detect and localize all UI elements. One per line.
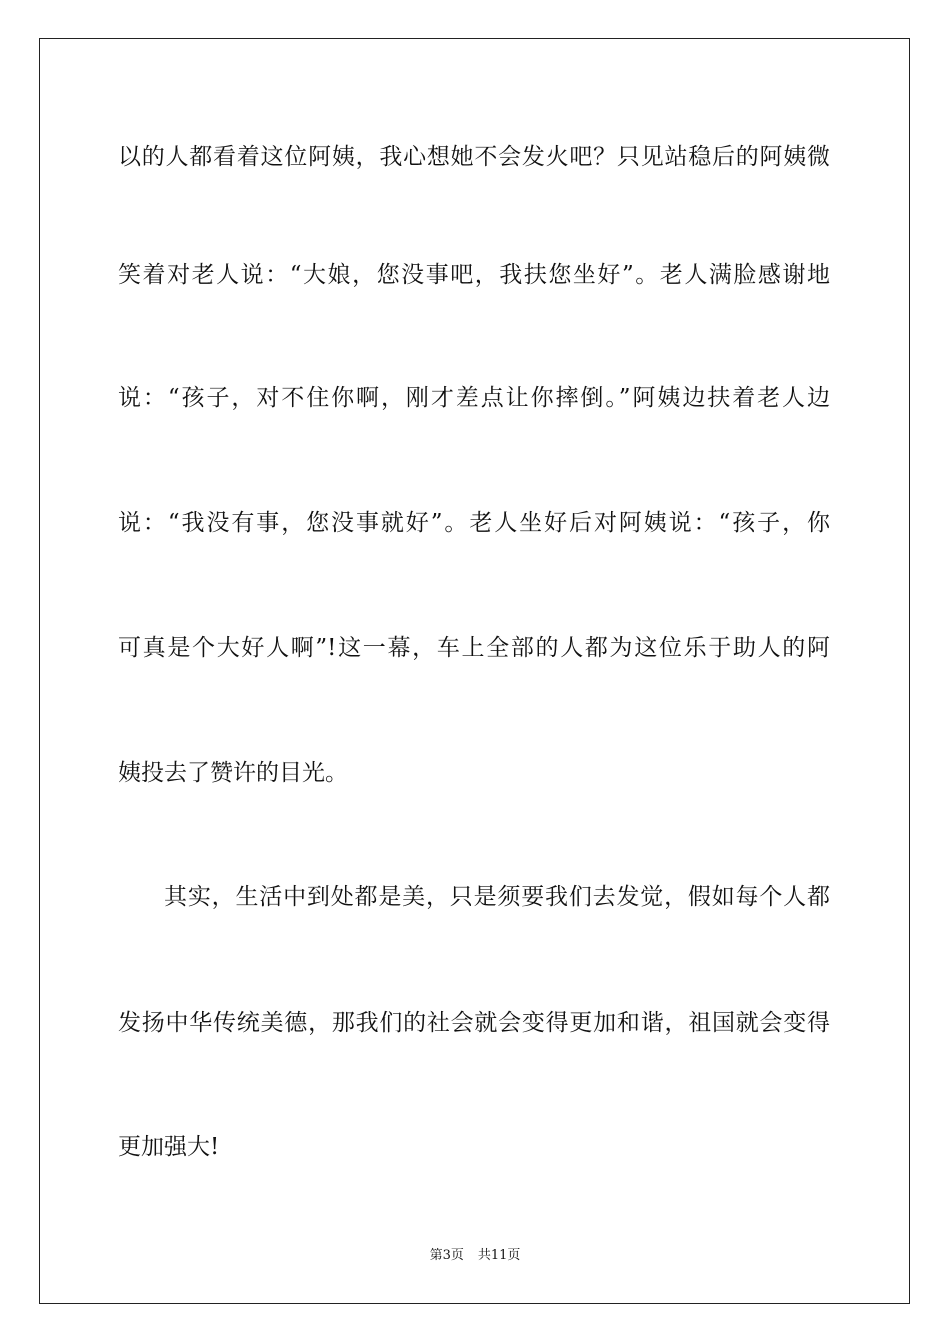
page-border (39, 38, 910, 1304)
page-number-total: 共11页 (477, 1248, 521, 1263)
body-line-5: 可真是个大好人啊”!这一幕，车上全部的人都为这位乐于助人的阿 (118, 635, 830, 661)
body-line-2: 笑着对老人说：“大娘，您没事吧，我扶您坐好”。老人满脸感谢地 (118, 262, 830, 288)
body-line-6: 姨投去了赞许的目光。 (118, 760, 348, 786)
body-line-8: 发扬中华传统美德，那我们的社会就会变得更加和谐，祖国就会变得 (118, 1010, 830, 1036)
body-line-4: 说：“我没有事，您没事就好”。老人坐好后对阿姨说：“孩子，你 (118, 510, 830, 536)
body-line-3: 说：“孩子，对不住你啊，刚才差点让你摔倒。”阿姨边扶着老人边 (118, 385, 830, 411)
page-footer (0, 1247, 950, 1265)
body-line-9: 更加强大! (118, 1134, 220, 1160)
body-line-7: 其实，生活中到处都是美，只是须要我们去发觉，假如每个人都 (164, 884, 830, 910)
body-line-1: 以的人都看着这位阿姨，我心想她不会发火吧？只见站稳后的阿姨微 (118, 144, 830, 170)
page-number-current: 第3页 (429, 1248, 464, 1263)
